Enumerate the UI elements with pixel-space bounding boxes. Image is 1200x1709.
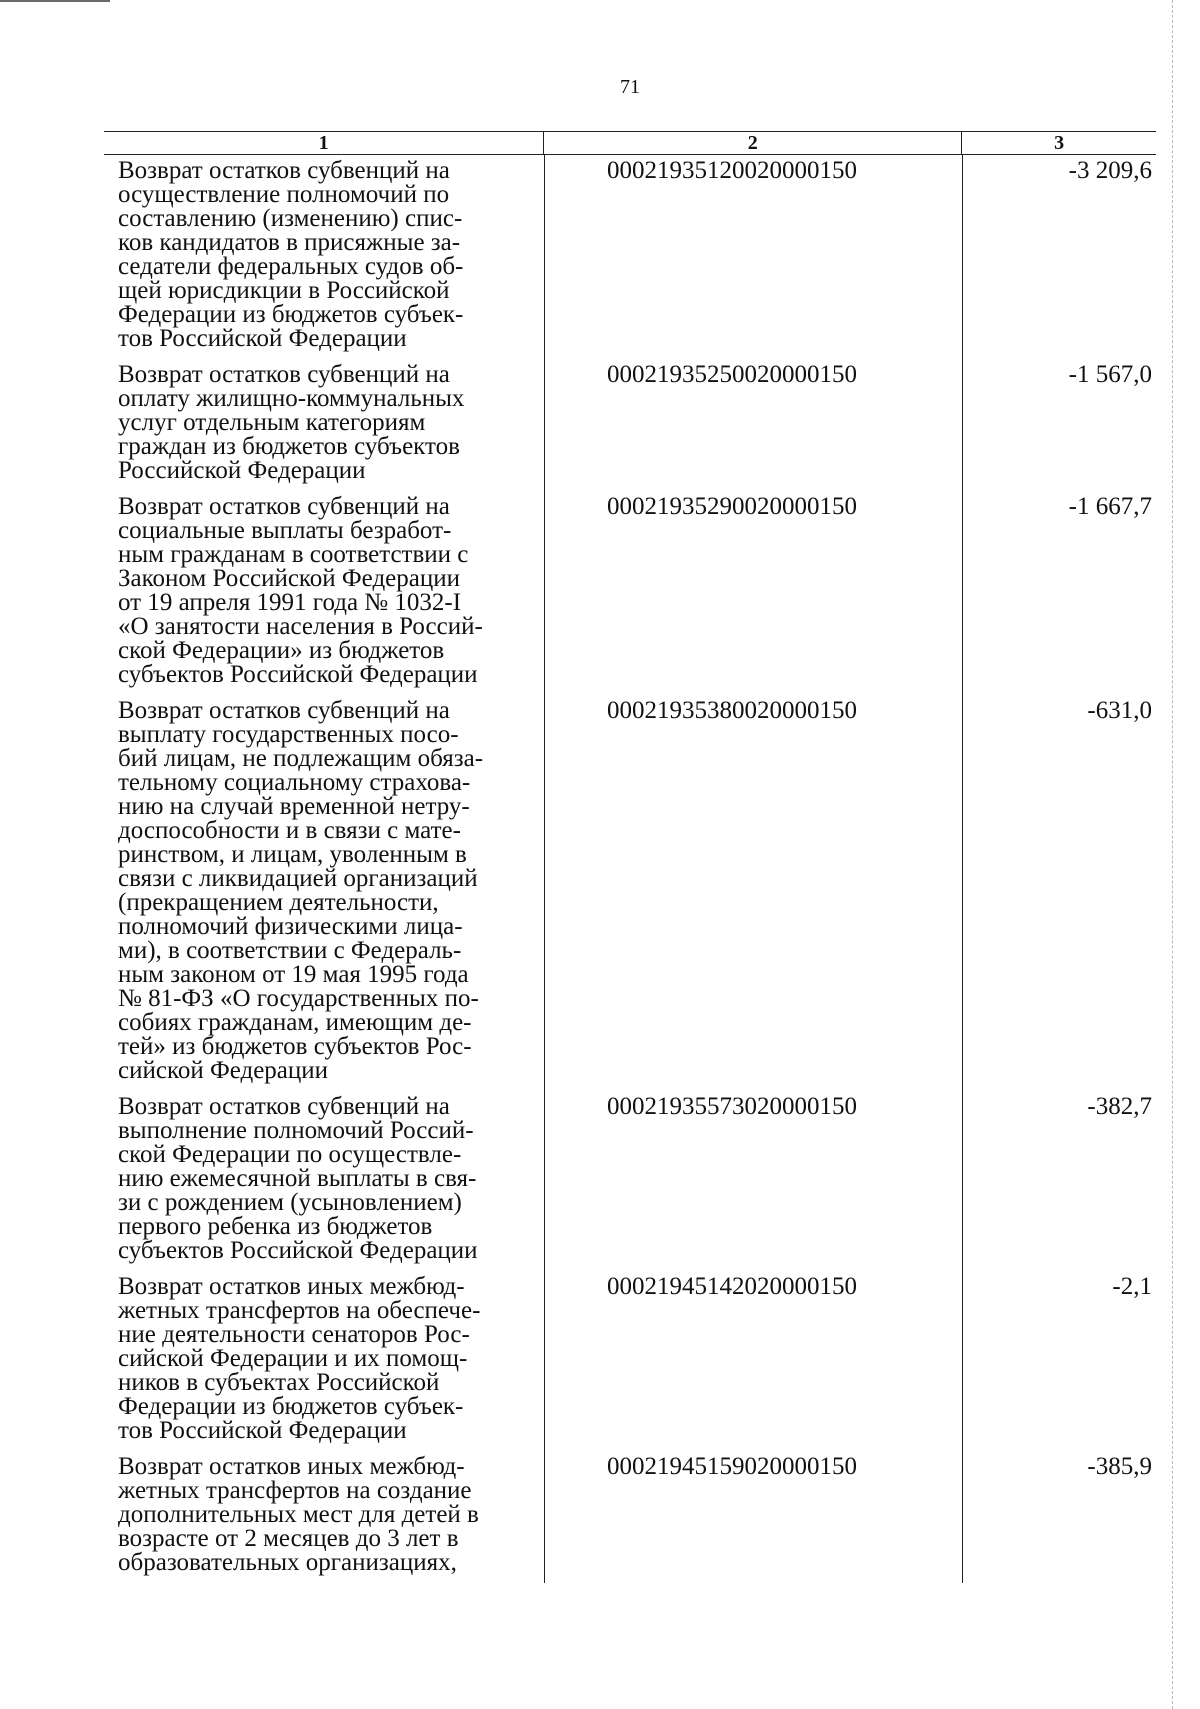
row-description: Возврат остатков субвенций на социальные выплаты безработ- ным гражданам в соответствии с Законом Российской Федерации от 19 апреля 1991 года № 1032-I «О занятости населения в Россий- ской Федерации» из бюджетов субъектов Российской Федерации	[118, 493, 483, 688]
header-col-2: 2	[543, 132, 961, 154]
row-description: Возврат остатков субвенций на оплату жилищно-коммунальных услуг отдельным категориям граждан из бюджетов субъектов Российской Федерации	[118, 361, 465, 484]
row-code: 00021935573020000150	[544, 1091, 962, 1271]
header-col-1: 1	[318, 132, 329, 154]
page-number: 71	[620, 76, 640, 98]
row-value: -3 209,6	[962, 155, 1156, 359]
scan-edge-top	[0, 0, 110, 2]
row-value: -1 567,0	[962, 359, 1156, 491]
row-code: 00021945142020000150	[544, 1271, 962, 1451]
table-row	[104, 1091, 1156, 1271]
table-body	[104, 155, 1156, 1583]
row-description: Возврат остатков субвенций на осуществление полномочий по составлению (изменению) спис- ков кандидатов в присяжные за- седатели федеральных судов об- щей юрисдикции в Российской Федерации из бюджетов субъек- тов Российской Федерации	[118, 157, 464, 352]
header-col-3: 3	[961, 132, 1156, 154]
row-value: -2,1	[962, 1271, 1156, 1451]
row-code: 00021935380020000150	[544, 695, 962, 1091]
row-value: -1 667,7	[962, 491, 1156, 695]
row-value: -631,0	[962, 695, 1156, 1091]
row-description: Возврат остатков субвенций на выполнение полномочий Россий- ской Федерации по осуществле- нию ежемесячной выплаты в свя- зи с рождением (усыновлением) первого ребенка из бюджетов субъектов Российской Федерации	[118, 1093, 478, 1264]
row-description: Возврат остатков иных межбюд- жетных трансфертов на создание дополнительных мест для детей в возрасте от 2 месяцев до 3 лет в образовательных организациях,	[118, 1453, 479, 1576]
row-code: 00021935290020000150	[544, 491, 962, 695]
table-row	[104, 491, 1156, 695]
row-value: -385,9	[962, 1451, 1156, 1583]
row-description: Возврат остатков иных межбюд- жетных трансфертов на обеспече- ние деятельности сенаторов Рос- сийской Федерации и их помощ- ников в субъектах Российской Федерации из бюджетов субъек- тов Российской Федерации	[118, 1273, 481, 1444]
table-header	[104, 131, 1156, 155]
table-row	[104, 359, 1156, 491]
table-row	[104, 155, 1156, 359]
row-value: -382,7	[962, 1091, 1156, 1271]
table-row	[104, 695, 1156, 1091]
budget-table	[104, 131, 1156, 1583]
table-row	[104, 1271, 1156, 1451]
row-code: 00021935250020000150	[544, 359, 962, 491]
row-code: 00021935120020000150	[544, 155, 962, 359]
scan-edge-right	[1172, 0, 1173, 1709]
table-row	[104, 1451, 1156, 1583]
row-code: 00021945159020000150	[544, 1451, 962, 1583]
row-description: Возврат остатков субвенций на выплату государственных посо- бий лицам, не подлежащим обяза- тельному социальному страхова- нию на случай временной нетру- доспособности и в связи с мате- ринством, и лицам, уволенным в связи с ликвидацией организаций (прекращением деятельности, полномочий физическими лица- ми), в соответствии с Федераль- ным законом от 19 мая 1995 года № 81-ФЗ «О государственных по- собиях гражданам, имеющим де- тей» из бюджетов субъектов Рос- сийской Федерации	[118, 697, 484, 1084]
